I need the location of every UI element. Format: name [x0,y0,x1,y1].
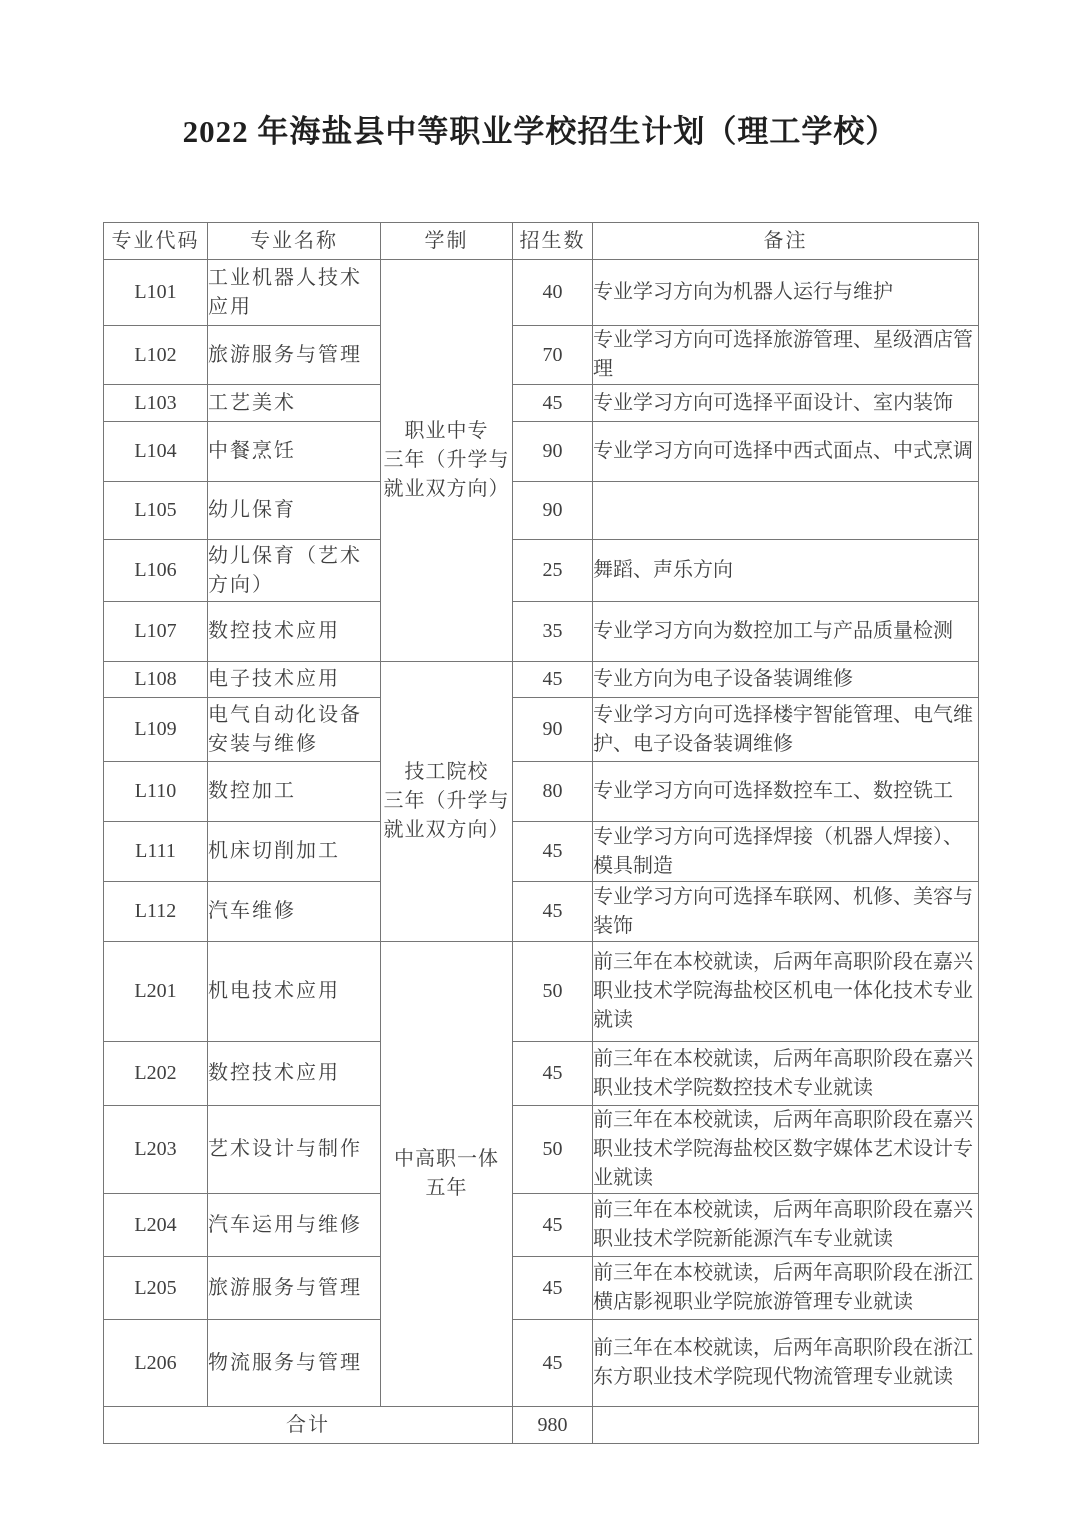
major-name-cell: 幼儿保育（艺术方向） [208,540,381,602]
enrollment-count-cell: 35 [513,602,593,662]
total-remark-cell [593,1407,979,1444]
table-row [104,1320,979,1407]
enrollment-count-cell: 45 [513,1194,593,1257]
schooling-line: 三年（升学与 [383,449,510,471]
enrollment-count-cell: 90 [513,698,593,762]
remark-cell: 前三年在本校就读，后两年高职阶段在浙江东方职业技术学院现代物流管理专业就读 [593,1320,979,1407]
remark-cell: 专业学习方向为机器人运行与维护 [593,260,979,326]
enrollment-count-cell: 70 [513,326,593,385]
col-header-schooling: 学制 [381,223,513,260]
table-row [104,385,979,422]
remark-cell: 专业学习方向可选择旅游管理、星级酒店管理 [593,326,979,385]
remark-cell: 专业方向为电子设备装调维修 [593,662,979,698]
table-row [104,762,979,822]
schooling-cell [381,662,513,942]
table-row [104,1042,979,1106]
table-row [104,882,979,942]
major-name-cell: 工业机器人技术应用 [208,260,381,326]
enrollment-count-cell: 45 [513,1320,593,1407]
remark-cell: 舞蹈、声乐方向 [593,540,979,602]
schooling-line: 中高职一体 [394,1148,499,1170]
major-name-cell: 幼儿保育 [208,482,381,540]
remark-cell: 前三年在本校就读，后两年高职阶段在嘉兴职业技术学院新能源汽车专业就读 [593,1194,979,1257]
enrollment-count-cell: 90 [513,482,593,540]
remark-cell [593,482,979,540]
major-code-cell: L110 [104,762,208,822]
remark-cell: 专业学习方向可选择焊接（机器人焊接）、模具制造 [593,822,979,882]
major-code-cell: L107 [104,602,208,662]
table-row [104,1194,979,1257]
major-name-cell: 数控技术应用 [208,602,381,662]
enrollment-count-cell: 45 [513,822,593,882]
table-row [104,326,979,385]
remark-cell: 专业学习方向可选择车联网、机修、美容与装饰 [593,882,979,942]
major-code-cell: L201 [104,942,208,1042]
major-code-cell: L108 [104,662,208,698]
table-row [104,662,979,698]
major-name-cell: 数控加工 [208,762,381,822]
col-header-major-name: 专业名称 [208,223,381,260]
enrollment-count-cell: 45 [513,662,593,698]
total-row [104,1407,979,1444]
header-row [104,223,979,260]
remark-cell: 前三年在本校就读，后两年高职阶段在浙江横店影视职业学院旅游管理专业就读 [593,1257,979,1320]
major-code-cell: L202 [104,1042,208,1106]
schooling-cell [381,942,513,1407]
enrollment-count-cell: 50 [513,1106,593,1194]
table-row [104,482,979,540]
major-code-cell: L204 [104,1194,208,1257]
major-code-cell: L105 [104,482,208,540]
remark-cell: 专业学习方向可选择平面设计、室内装饰 [593,385,979,422]
col-header-major-code: 专业代码 [104,223,208,260]
table-row [104,422,979,482]
schooling-line: 就业双方向） [383,819,510,841]
major-code-cell: L111 [104,822,208,882]
remark-cell: 专业学习方向可选择数控车工、数控铣工 [593,762,979,822]
enrollment-count-cell: 80 [513,762,593,822]
schooling-line: 就业双方向） [383,478,510,500]
major-code-cell: L109 [104,698,208,762]
major-code-cell: L101 [104,260,208,326]
remark-cell: 前三年在本校就读，后两年高职阶段在嘉兴职业技术学院海盐校区数字媒体艺术设计专业就读 [593,1106,979,1194]
remark-cell: 前三年在本校就读，后两年高职阶段在嘉兴职业技术学院数控技术专业就读 [593,1042,979,1106]
major-name-cell: 机床切削加工 [208,822,381,882]
schooling-line: 职业中专 [404,420,489,442]
enrollment-count-cell: 45 [513,882,593,942]
major-name-cell: 中餐烹饪 [208,422,381,482]
major-code-cell: L106 [104,540,208,602]
remark-cell: 前三年在本校就读，后两年高职阶段在嘉兴职业技术学院海盐校区机电一体化技术专业就读 [593,942,979,1042]
table-row [104,260,979,326]
major-name-cell: 机电技术应用 [208,942,381,1042]
table-row [104,1257,979,1320]
remark-cell: 专业学习方向为数控加工与产品质量检测 [593,602,979,662]
major-name-cell: 汽车维修 [208,882,381,942]
table-row [104,698,979,762]
major-code-cell: L205 [104,1257,208,1320]
major-code-cell: L104 [104,422,208,482]
remark-cell: 专业学习方向可选择楼宇智能管理、电气维护、电子设备装调维修 [593,698,979,762]
major-code-cell: L103 [104,385,208,422]
major-name-cell: 数控技术应用 [208,1042,381,1106]
page-title: 2022 年海盐县中等职业学校招生计划（理工学校） [182,114,898,149]
major-name-cell: 旅游服务与管理 [208,1257,381,1320]
total-count-cell: 980 [513,1407,593,1444]
schooling-cell [381,260,513,662]
enrollment-count-cell: 50 [513,942,593,1042]
major-name-cell: 物流服务与管理 [208,1320,381,1407]
major-name-cell: 艺术设计与制作 [208,1106,381,1194]
table-row [104,540,979,602]
schooling-line: 技工院校 [404,761,489,783]
major-name-cell: 电子技术应用 [208,662,381,698]
major-name-cell: 汽车运用与维修 [208,1194,381,1257]
col-header-enrollment: 招生数 [513,223,593,260]
table-row [104,1106,979,1194]
major-name-cell: 工艺美术 [208,385,381,422]
major-code-cell: L206 [104,1320,208,1407]
total-label-cell: 合计 [104,1407,513,1444]
table-row [104,602,979,662]
enrollment-count-cell: 25 [513,540,593,602]
enrollment-count-cell: 45 [513,385,593,422]
major-name-cell: 旅游服务与管理 [208,326,381,385]
major-code-cell: L102 [104,326,208,385]
enrollment-count-cell: 45 [513,1042,593,1106]
table-row [104,822,979,882]
col-header-remarks: 备注 [593,223,979,260]
major-code-cell: L203 [104,1106,208,1194]
table-row [104,942,979,1042]
remark-cell: 专业学习方向可选择中西式面点、中式烹调 [593,422,979,482]
major-code-cell: L112 [104,882,208,942]
enrollment-count-cell: 90 [513,422,593,482]
enrollment-count-cell: 45 [513,1257,593,1320]
enrollment-count-cell: 40 [513,260,593,326]
schooling-line: 五年 [425,1177,468,1199]
schooling-line: 三年（升学与 [383,790,510,812]
major-name-cell: 电气自动化设备安装与维修 [208,698,381,762]
enrollment-plan-table [103,222,979,1444]
